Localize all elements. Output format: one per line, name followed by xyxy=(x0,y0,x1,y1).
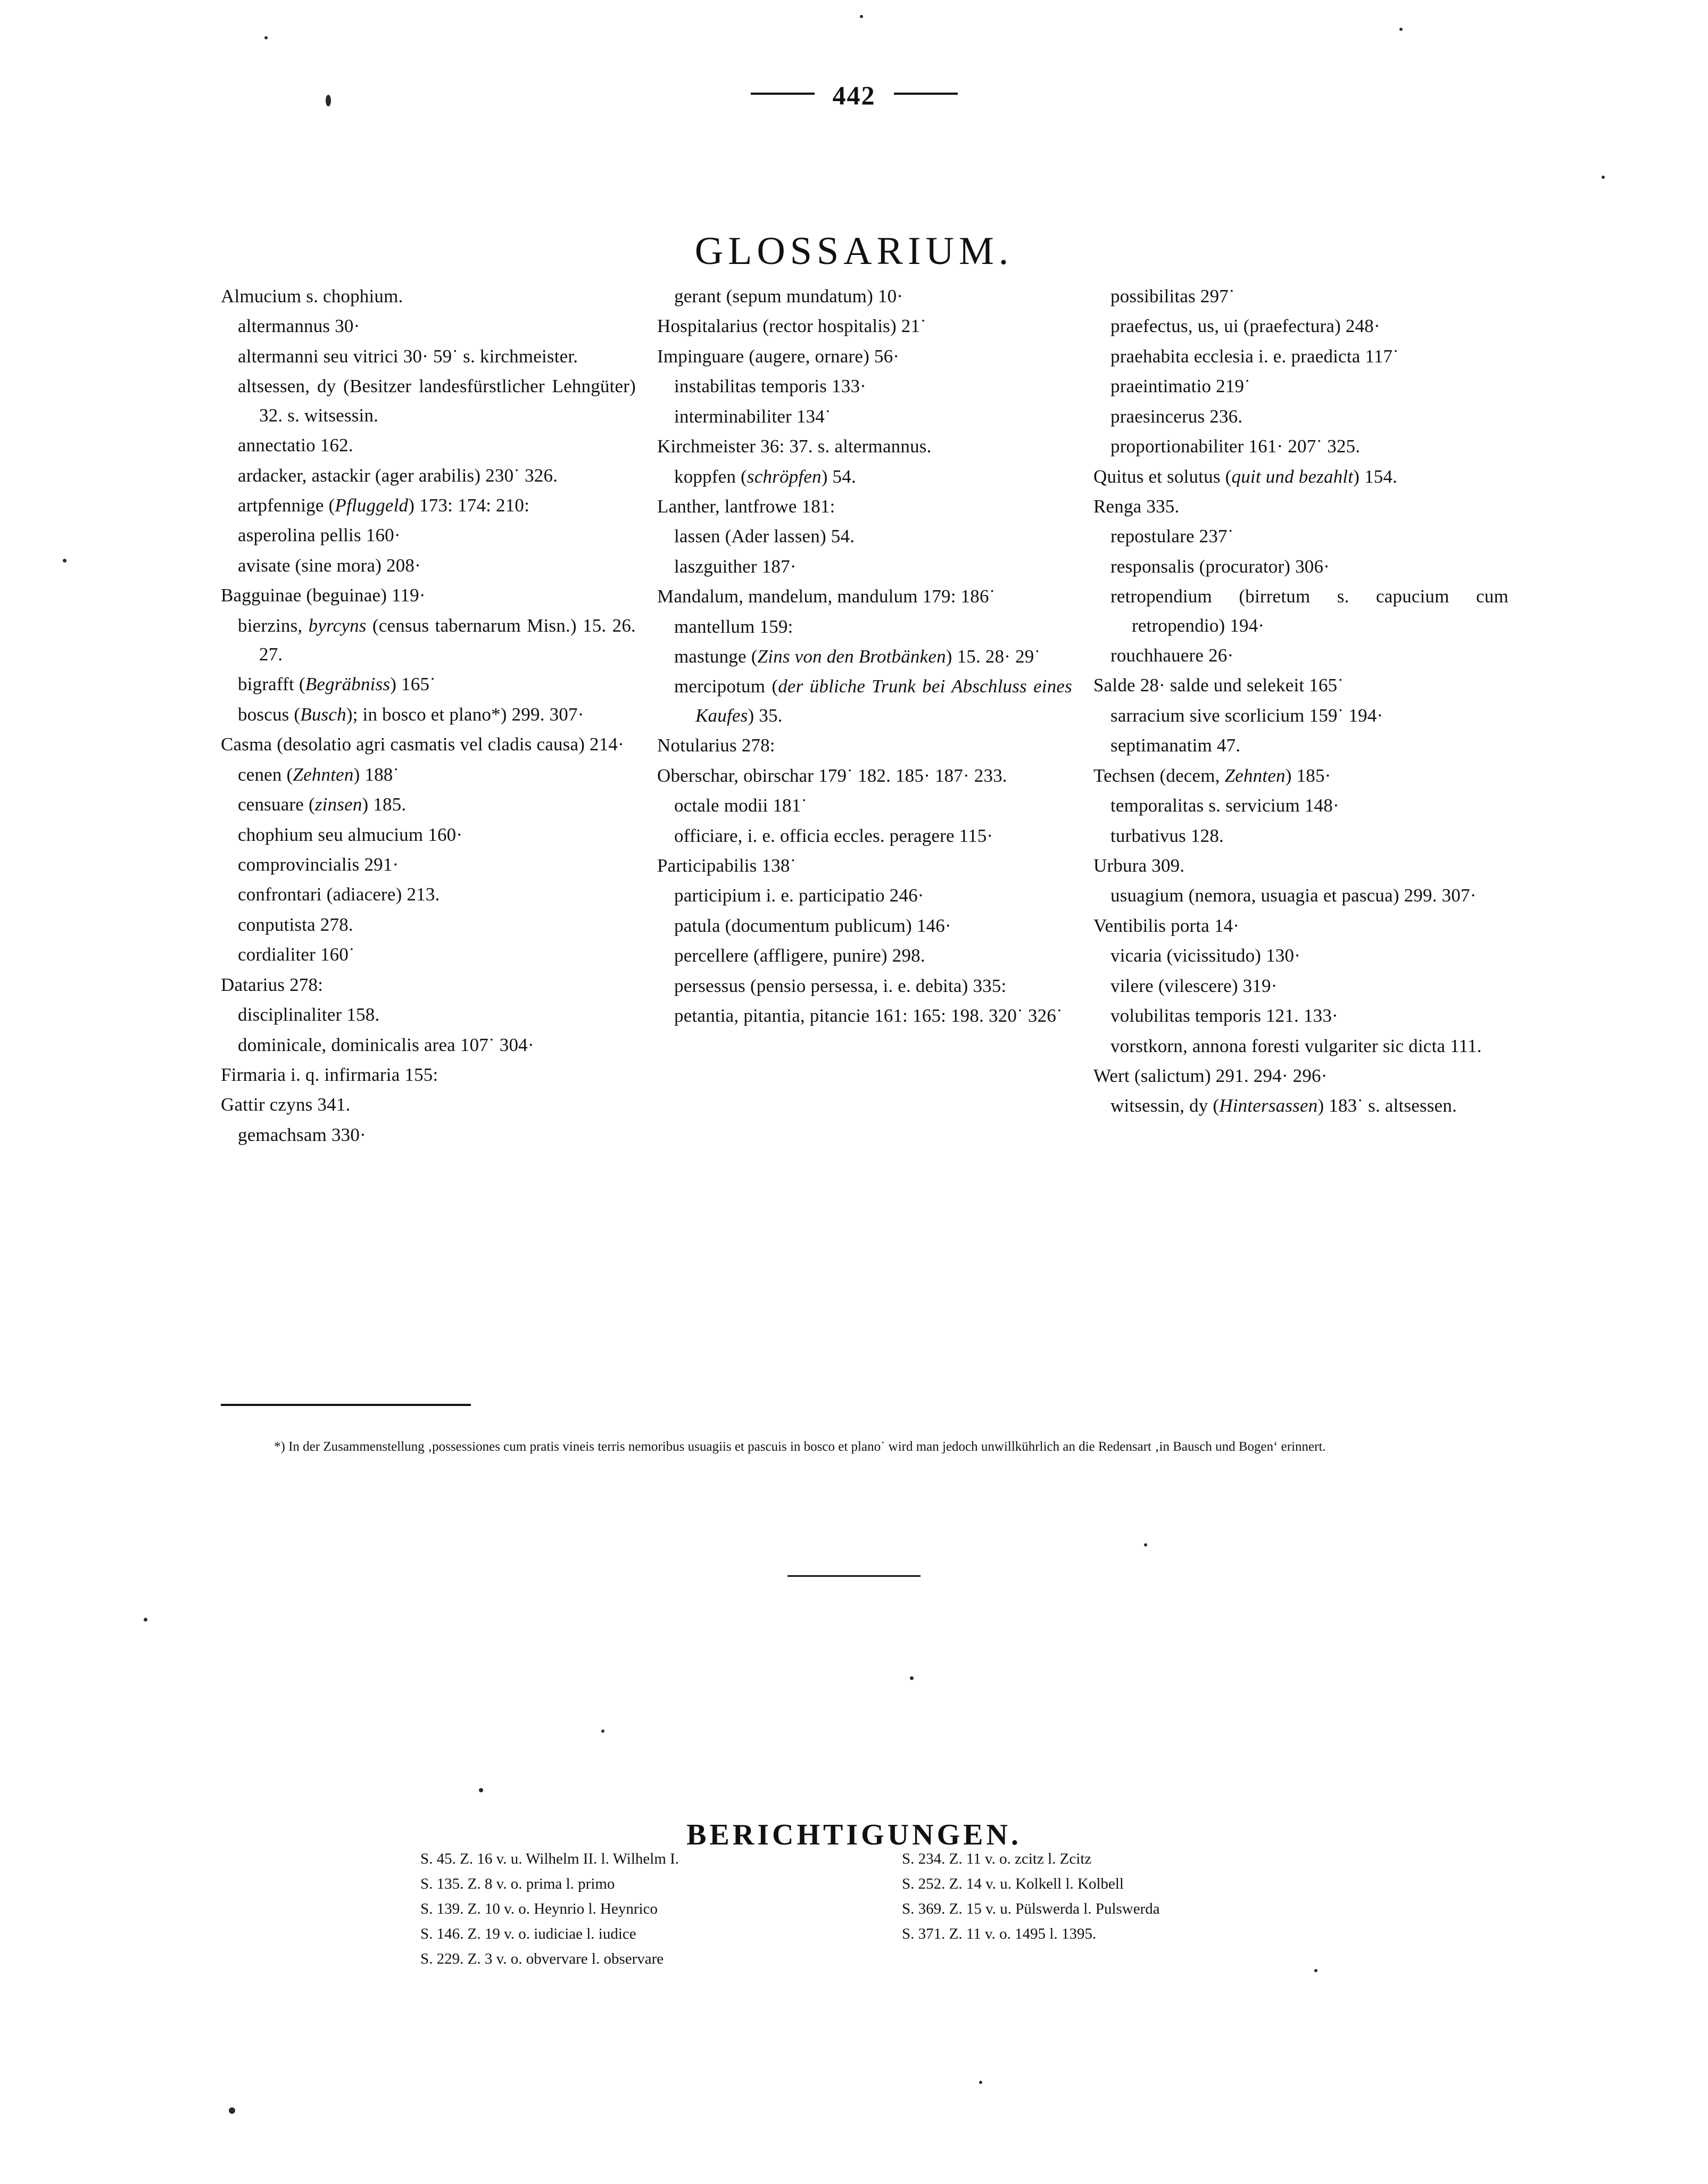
glossary-entry: mantellum 159: xyxy=(674,616,793,637)
glossary-entry: Oberschar, obirschar 179˙ 182. 185· 187· 233. xyxy=(657,765,1007,786)
glossary-entry: praefectus, us, ui (praefectura) 248· xyxy=(1110,316,1380,337)
glossary-entry: Participabilis 138˙ xyxy=(657,855,797,876)
glossary-entry: ardacker, astackir (ager arabilis) 230˙ 326. xyxy=(238,465,558,486)
glossary-entry: confrontari (adiacere) 213. xyxy=(238,884,440,905)
scan-speck xyxy=(144,1618,147,1622)
glossary-entry: mastunge (Zins von den Brotbänken) 15. 28· 29˙ xyxy=(674,646,1041,667)
glossary-entry: officiare, i. e. officia eccles. peragere 115· xyxy=(674,825,993,846)
glossary-entry: Firmaria i. q. infirmaria 155: xyxy=(221,1064,438,1085)
scan-speck xyxy=(63,559,67,562)
glossary-column-1 xyxy=(221,282,636,1151)
glossary-entry: lassen (Ader lassen) 54. xyxy=(674,526,855,547)
glossary-entry: retropendium (birretum s. capucium cum retropendio) 194· xyxy=(1110,586,1508,636)
glossary-entry: Casma (desolatio agri casmatis vel cladis causa) 214· xyxy=(221,734,624,755)
scan-speck xyxy=(1314,1969,1317,1972)
correction-item: S. 252. Z. 14 v. u. Kolkell l. Kolbell xyxy=(902,1875,1124,1892)
scan-speck xyxy=(601,1730,604,1733)
glossary-entry: vorstkorn, annona foresti vulgariter sic dicta 111. xyxy=(1110,1035,1482,1056)
glossary-entry: Datarius 278: xyxy=(221,974,324,995)
glossary-entry: Wert (salictum) 291. 294· 296· xyxy=(1093,1065,1328,1086)
glossary-entry: praehabita ecclesia i. e. praedicta 117˙ xyxy=(1110,345,1399,367)
scan-speck xyxy=(910,1676,914,1680)
glossary-entry: usuagium (nemora, usuagia et pascua) 299. 307· xyxy=(1110,885,1477,906)
glossary-entry: koppfen (schröpfen) 54. xyxy=(674,466,856,487)
glossary-entry: altsessen, dy (Besitzer landesfürstlicher Lehngüter) 32. s. witsessin. xyxy=(238,376,636,426)
glossary-entry: bigrafft (Begräbniss) 165˙ xyxy=(238,674,436,695)
glossary-entry: artpfennige (Pfluggeld) 173: 174: 210: xyxy=(238,494,530,516)
glossary-entry: Renga 335. xyxy=(1093,495,1180,517)
glossary-entry: praeintimatio 219˙ xyxy=(1110,376,1251,397)
glossary-entry: vilere (vilescere) 319· xyxy=(1110,975,1278,996)
correction-item: S. 371. Z. 11 v. o. 1495 l. 1395. xyxy=(902,1925,1097,1942)
glossary-entry: Salde 28· salde und selekeit 165˙ xyxy=(1093,675,1344,696)
glossary-entry: rouchhauere 26· xyxy=(1110,645,1234,666)
correction-item: S. 45. Z. 16 v. u. Wilhelm II. l. Wilhelm I. xyxy=(420,1850,679,1867)
glossary-column-3 xyxy=(1093,282,1508,1151)
correction-item: S. 229. Z. 3 v. o. obvervare l. observare xyxy=(420,1950,664,1967)
glossary-entry: Gattir czyns 341. xyxy=(221,1094,351,1115)
scan-speck xyxy=(229,2107,235,2114)
glossary-entry: witsessin, dy (Hintersassen) 183˙ s. altsessen. xyxy=(1110,1095,1457,1116)
glossary-entry: dominicale, dominicalis area 107˙ 304· xyxy=(238,1034,534,1055)
glossary-entry: Kirchmeister 36: 37. s. altermannus. xyxy=(657,436,932,457)
glossary-entry: petantia, pitantia, pitancie 161: 165: 198. 320˙ 326˙ xyxy=(674,1005,1063,1027)
footnote-rule xyxy=(221,1404,471,1406)
running-head-rule-left xyxy=(751,93,815,95)
glossary-entry: altermannus 30· xyxy=(238,316,360,337)
glossary-entry: altermanni seu vitrici 30· 59˙ s. kirchmeister. xyxy=(238,345,578,367)
glossary-entry: gemachsam 330· xyxy=(238,1124,366,1145)
glossary-entry: Notularius 278: xyxy=(657,735,775,756)
glossary-entry: Quitus et solutus (quit und bezahlt) 154. xyxy=(1093,466,1398,487)
corrections-title: BERICHTIGUNGEN. xyxy=(686,1818,1022,1852)
glossary-entry: proportionabiliter 161· 207˙ 325. xyxy=(1110,436,1361,457)
glossary-entry: praesincerus 236. xyxy=(1110,406,1243,427)
running-head xyxy=(0,80,1708,111)
glossary-entry: gerant (sepum mundatum) 10· xyxy=(674,286,903,307)
glossary-entry: bierzins, byrcyns (census tabernarum Misn.) 15. 26. 27. xyxy=(238,615,636,665)
scan-speck xyxy=(479,1788,483,1792)
glossary-entry: Mandalum, mandelum, mandulum 179: 186˙ xyxy=(657,586,996,607)
glossary-entry: Lanther, lantfrowe 181: xyxy=(657,495,835,517)
glossary-entry: persessus (pensio persessa, i. e. debita) 335: xyxy=(674,975,1007,996)
scan-speck xyxy=(326,95,331,106)
glossary-entry: patula (documentum publicum) 146· xyxy=(674,915,951,936)
glossary-entry: Bagguinae (beguinae) 119· xyxy=(221,585,426,606)
glossary-entry: sarracium sive scorlicium 159˙ 194· xyxy=(1110,705,1383,726)
glossary-entry: Impinguare (augere, ornare) 56· xyxy=(657,345,900,367)
footnote-text: *) In der Zusammenstellung ‚possessiones cum pratis vineis terris nemoribus usuagiis et pascuis in bosco et plano˙ wird man jedoch unwillkührlich an die Redensart ‚in Bausch und Bogen‘ erinnert. xyxy=(274,1440,1326,1454)
section-divider-rule xyxy=(787,1575,921,1577)
corrections-column-2 xyxy=(902,1847,1325,1972)
glossary-entry: annectatio 162. xyxy=(238,435,353,456)
scan-speck xyxy=(1602,176,1605,179)
correction-item: S. 369. Z. 15 v. u. Pülswerda l. Pulswerda xyxy=(902,1900,1160,1917)
page-title: GLOSSARIUM. xyxy=(694,229,1014,273)
glossary-entry: boscus (Busch); in bosco et plano*) 299. 307· xyxy=(238,704,584,725)
glossary-entry: conputista 278. xyxy=(238,914,353,935)
glossary-columns xyxy=(221,282,1530,1151)
glossary-entry: disciplinaliter 158. xyxy=(238,1004,380,1025)
correction-item: S. 135. Z. 8 v. o. prima l. primo xyxy=(420,1875,615,1892)
glossary-entry: turbativus 128. xyxy=(1110,825,1224,846)
glossary-column-2 xyxy=(657,282,1072,1151)
glossary-entry: mercipotum (der übliche Trunk bei Abschluss eines Kaufes) 35. xyxy=(674,676,1072,726)
glossary-entry: cenen (Zehnten) 188˙ xyxy=(238,764,400,785)
glossary-entry: comprovincialis 291· xyxy=(238,854,399,875)
glossary-entry: participium i. e. participatio 246· xyxy=(674,885,924,906)
glossary-entry: octale modii 181˙ xyxy=(674,795,808,816)
glossary-entry: septimanatim 47. xyxy=(1110,735,1241,756)
glossary-entry: laszguither 187· xyxy=(674,556,797,577)
scan-speck xyxy=(860,15,863,18)
glossary-entry: Techsen (decem, Zehnten) 185· xyxy=(1093,765,1331,786)
glossary-entry: avisate (sine mora) 208· xyxy=(238,555,421,576)
glossary-entry: vicaria (vicissitudo) 130· xyxy=(1110,945,1301,966)
glossary-entry: temporalitas s. servicium 148· xyxy=(1110,795,1339,816)
glossary-entry: asperolina pellis 160· xyxy=(238,525,401,546)
glossary-entry: possibilitas 297˙ xyxy=(1110,286,1235,307)
glossary-entry: Hospitalarius (rector hospitalis) 21˙ xyxy=(657,316,927,337)
glossary-entry: instabilitas temporis 133· xyxy=(674,376,866,397)
scan-speck xyxy=(1399,28,1403,31)
glossary-entry: censuare (zinsen) 185. xyxy=(238,794,407,815)
glossary-entry: volubilitas temporis 121. 133· xyxy=(1110,1005,1338,1027)
glossary-entry: Almucium s. chophium. xyxy=(221,286,403,307)
glossary-entry: cordialiter 160˙ xyxy=(238,944,355,965)
glossary-entry: Urbura 309. xyxy=(1093,855,1185,876)
correction-item: S. 139. Z. 10 v. o. Heynrio l. Heynrico xyxy=(420,1900,658,1917)
scan-speck xyxy=(979,2081,982,2084)
running-head-rule-right xyxy=(894,93,958,95)
glossary-entry: percellere (affligere, punire) 298. xyxy=(674,945,925,966)
glossary-entry: chophium seu almucium 160· xyxy=(238,824,463,845)
glossary-entry: responsalis (procurator) 306· xyxy=(1110,556,1330,577)
correction-item: S. 234. Z. 11 v. o. zcitz l. Zcitz xyxy=(902,1850,1092,1867)
scan-speck xyxy=(1144,1543,1147,1546)
scan-speck xyxy=(264,36,268,39)
glossary-entry: interminabiliter 134˙ xyxy=(674,406,831,427)
glossary-entry: repostulare 237˙ xyxy=(1110,526,1234,547)
page-number: 442 xyxy=(832,80,876,110)
glossary-entry: Ventibilis porta 14· xyxy=(1093,915,1240,936)
corrections-column-1 xyxy=(420,1847,843,1972)
correction-item: S. 146. Z. 19 v. o. iudiciae l. iudice xyxy=(420,1925,636,1942)
corrections-columns xyxy=(420,1847,1325,1972)
